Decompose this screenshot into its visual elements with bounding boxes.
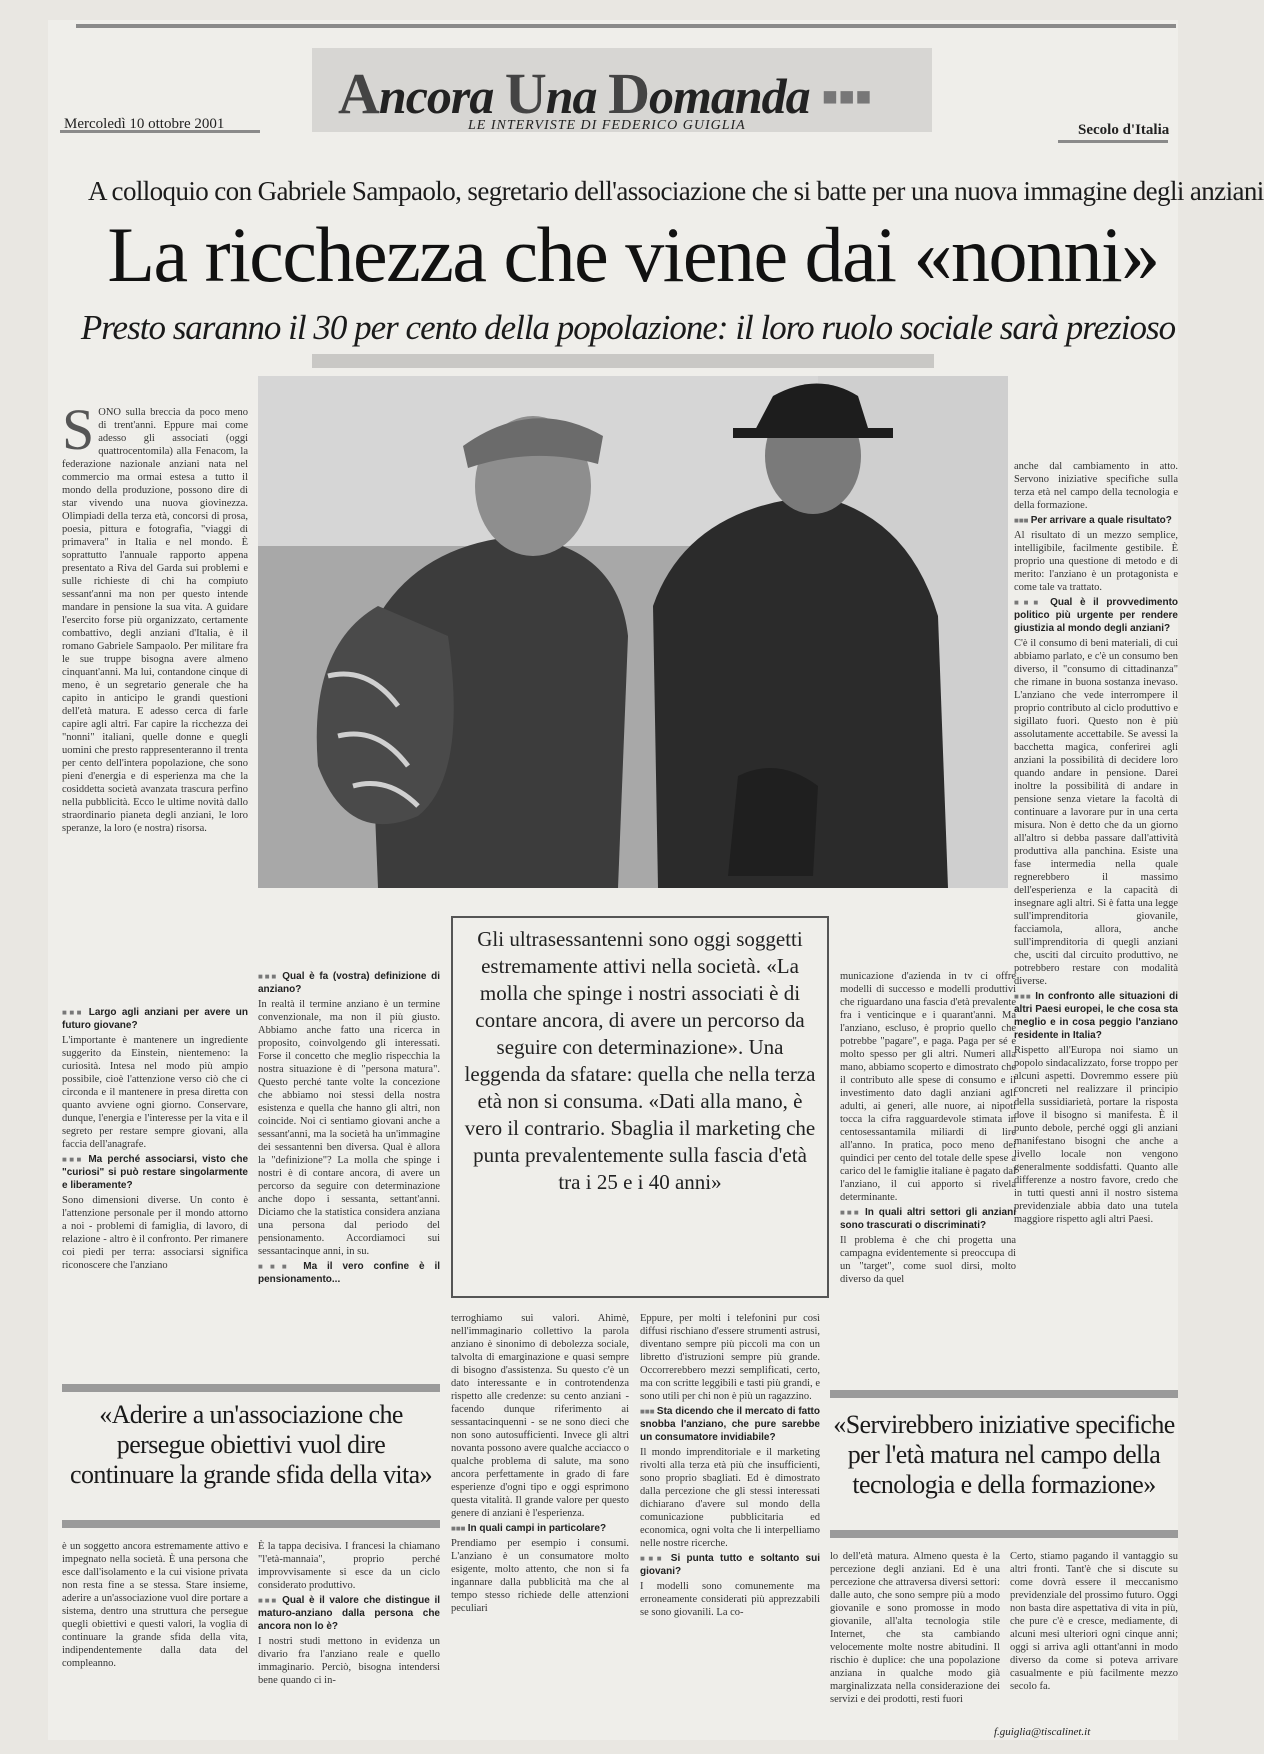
- answer-8: Il problema è che chi progetta una campagna evidentemente si preoccupa di un "target", come suol dirsi, molto diverso da quel: [840, 1235, 1016, 1285]
- question-11: ■■■ In confronto alle situazioni di altri Paesi europei, le che cosa sta meglio e in cosa peggio l'anziano residente in Italia?: [1014, 990, 1178, 1042]
- answer-1: L'importante è mantenere un ingrediente suggerito da Einstein, nientemeno: la curiosità. Intesa nel modo più ampio possibile, cioè l'attenzione verso ciò che ci circonda e il mantenere in presa diretta con quanto avviene ogni giorno. Conservare, dunque, l'energia e l'interesse per la vita e il segreto per restare sempre giovani, alla faccia dell'anagrafe.: [62, 1035, 248, 1150]
- answer-9: Al risultato di un mezzo semplice, intelligibile, facilmente gestibile. È proprio una questione di metodo e di merito: l'anziano è un protagonista e come tale va trattato.: [1014, 530, 1178, 593]
- column-word-1: ncora: [378, 68, 494, 124]
- column-initial-u: U: [504, 61, 546, 126]
- bottom-column-2: [258, 1540, 440, 1736]
- column-initial-a: A: [338, 61, 379, 126]
- question-3: ■■■ Qual è fa (vostra) definizione di anziano?: [258, 970, 440, 996]
- dropcap: S: [62, 397, 95, 462]
- column-dots: ▪▪▪: [809, 68, 872, 124]
- answer-5: Prendiamo per esempio i consumi. L'anziano è un consumatore molto esigente, molto attento, che non si fa ingannare dalla pubblicità ma che al tempo stesso richiede delle attenzioni peculiari: [451, 1538, 629, 1614]
- question-9: ■■■ Per arrivare a quale risultato?: [1014, 514, 1178, 527]
- column-e: [1014, 460, 1178, 1356]
- newspaper-name: Secolo d'Italia: [1078, 122, 1170, 138]
- bottom-text-1: è un soggetto ancora estremamente attivo e impegnato nella società. È una persona che esce dall'isolamento e la cui visione privata non resta fine a se stessa. Stare insieme, aderire a un'associazione vuol dire portare a sistema, dentro una struttura che persegue quegli obiettivi e questi valori, la voglia di continuare la grande sfida della vita, indipendentemente dalla data del compleanno.: [62, 1541, 248, 1669]
- column-c-text: terroghiamo sui valori. Ahimè, nell'immaginario collettivo la parola anziano è sinonimo di debolezza sociale, talvolta di emarginazione e quasi sempre di bisogno d'assistenza. Su questo c'è un dato interessante e in controtendenza rispetto alle credenze: su cento anziani - facendo dunque riferimento ai sessantacinquenni - se ne sono dieci che non sono autosufficienti. Invece gli altri novanta possono avere qualche acciacco o qualche problema di salute, ma sono ancora perfettamente in grado di fare esperienze d'ogni tipo e oggi esprimono questa vitalità. Il grande valore per questo genere di anziani è l'esperienza.: [451, 1313, 629, 1519]
- question-6: ■■■ Sta dicendo che il mercato di fatto snobba l'anziano, che pure sarebbe un consumatore invidiabile?: [640, 1405, 820, 1444]
- column-initial-d: D: [608, 61, 649, 126]
- answer-2: Sono dimensioni diverse. Un conto è l'attenzione personale per il mondo attorno a noi - problemi di famiglia, di lavoro, di relazione - altro è il confronto. Per rimanere coi piedi per terra: associarsi significa riconoscere che l'anziano: [62, 1195, 248, 1271]
- newspaper-page: [48, 20, 1264, 1740]
- bottom-column-1: [62, 1540, 248, 1736]
- quote-left: «Aderire a un'associazione che persegue obiettivi vuol dire continuare la grande sfida della vita»: [70, 1400, 432, 1489]
- question-5: ■■■ In quali campi in particolare?: [451, 1522, 629, 1535]
- answer-10: C'è il consumo di beni materiali, di cui abbiamo parlato, e c'è un consumo ben diverso, il "consumo di cittadinanza" che rimane in buona sostanza inevaso. L'anziano che vede interrompere il proprio contributo al ciclo produttivo e sigillato fuori. Questo non è più assolutamente accettabile. Se avessi la bacchetta magica, conferirei agli anziani la possibilità di decidere loro quando andare in pensione. Darei inoltre la possibilità di andare in pensione senza vietare la facoltà di continuare a lavorare pur in una certa misura. Non è detto che da un giorno all'altro si debba passare dall'attività produttiva alla panchina. Esiste una fase intermedia nella quale regnerebbero il massimo dell'esperienza e la capacità di insegnare agli altri. Si è fatta una legge sull'imprenditoria giovanile, facciamola, allora, anche sull'imprenditoria di quegli anziani che, usciti dal circuito produttivo, ne potrebbero restare con modalità diverse.: [1014, 638, 1178, 987]
- answer-11: Rispetto all'Europa noi siamo un popolo sindacalizzato, forse troppo per alcuni aspetti. Dovremmo essere più concreti nel realizzare il principio della sussidiarietà, portare la risposta dove il bisogno si manifesta. È il punto debole, perché oggi gli anziani manifestano bisogni che anche a livello locale non vengono generalmente soddisfatti. Quanto alle differenze a nostro favore, credo che in tutti questi anni il nostro sistema previdenziale abbia dato una tutela maggiore rispetto agli altri Paesi.: [1014, 1045, 1178, 1225]
- dateline: Mercoledì 10 ottobre 2001: [64, 116, 225, 132]
- quote-left-top-rule: [62, 1384, 440, 1392]
- answer-3: In realtà il termine anziano è un termine convenzionale, ma non il più giusto. Abbiamo anche fatto una ricerca in proposito, coinvolgendo gli interessati. Forse il concetto che meglio rispecchia la nostra situazione è di "persona matura". Questo perché tante volte la concezione che abbiamo noi stessi della nostra esistenza e quella che hanno gli altri, non coincide. Noi ci sentiamo giovani anche a sessant'anni, ma la società ha un'immagine dei sessantenni ben diversa. Qual è allora la "definizione"? La molla che spinge i nostri è di contare ancora, di avere un percorso da seguire con determinazione anche dopo i sessanta, settant'anni. Diciamo che la statistica considera anziana una persona dal periodo del pensionamento. Accordiamoci sui sessantacinque anni, in su.: [258, 999, 440, 1257]
- question-10: ■■■ Qual è il provvedimento politico più urgente per rendere giustizia al mondo degli anziani?: [1014, 596, 1178, 635]
- bottom-text-4: Certo, stiamo pagando il vantaggio su altri fronti. Tant'è che si discute su come dovrà essere il meccanismo previdenziale del prossimo futuro. Oggi non basta dire aspettativa di vita in più, che pure c'è e cresce, mediamente, di alcuni mesi ulteriori ogni cinque anni; oggi si arriva agli ottant'anni in modo diverso da come si poteva arrivare casualmente e più facilmente mezzo secolo fa.: [1010, 1551, 1178, 1692]
- column-b: [258, 970, 441, 1285]
- column-a-qa: [62, 1006, 249, 1271]
- answer-12: I nostri studi mettono in evidenza un divario fra l'anziano reale e quello immaginario. Perciò, bisogna intendersi bene quando ci in-: [258, 1636, 440, 1686]
- answer-6: Il mondo imprenditoriale e il marketing rivolti alla terza età più che insufficienti, sono proprio sbagliati. Ed è dimostrato dalla percezione che gli stessi interessati dichiarano d'avere sul mondo della comunicazione pubblicitaria ed economica, ogni volta che li interpelliamo nelle nostre ricerche.: [640, 1447, 820, 1549]
- photo-top-band: [312, 354, 934, 368]
- pullquote-text: Gli ultrasessantenni sono oggi soggetti estremamente attivi nella società. «La molla che spinge i nostri associati è di contare ancora, di avere un percorso da seguire con determinazione». Una leggenda da sfatare: quella che nella terza età non si consuma. «Dati alla mano, è vero il contrario. Sbaglia il marketing che punta prevalentemente sulla fascia d'età tra i 25 e i 40 anni»: [464, 927, 816, 1194]
- paper-rule: [1058, 140, 1168, 143]
- question-12: ■■■ Qual è il valore che distingue il maturo-anziano dalla persona che ancora non lo è?: [258, 1594, 440, 1633]
- question-8: ■■■ In quali altri settori gli anziani sono trascurati o discriminati?: [840, 1206, 1016, 1232]
- article-kicker: A colloquio con Gabriele Sampaolo, segretario dell'associazione che si batte per una nuova immagine degli anziani: [88, 176, 1264, 206]
- column-c-lower: [451, 1312, 629, 1730]
- intro-text: ONO sulla breccia da poco meno di trent'anni. Eppure mai come adesso gli associati (oggi quattrocentomila) alla Fenacom, la federazione nazionale anziani nata nel commercio ma ormai estesa a tutto il mondo della produzione, possono dire di star vivendo una nuova giovinezza. Olimpiadi della terza età, concorsi di prosa, poesia, pittura e fotografia, "viaggi di primavera" in Italia e nel mondo. È soprattutto l'annuale rapporto appena presentato a Riva del Garda sui problemi e sulle richieste di chi ha compiuto sessant'anni ma non per questo intende mandare in pensione la sua vita. A guidare l'esercito forse più organizzato, certamente combattivo, degli anziani d'Italia, è il romano Gabriele Sampaolo. Per militare fra le sue truppe bisogna avere almeno cinquant'anni. Ma lui, contandone cinque di meno, è un segretario generale che ha capito in anticipo le grandi questioni dell'età matura. E adesso cerca di farle capire agli altri. Far capire la ricchezza dei "nonni" italiani, quelle donne e quegli uomini che presto rappresenteranno il trenta per cento dell'intera popolazione, che sono pieni d'energia e di esperienza ma che la cosiddetta società avanzata trascura perfino nella pubblicità. Ecco le ultime novità dallo straordinario pianeta degli anziani, le loro speranze, la loro (e nostra) risorsa.: [62, 407, 248, 834]
- bottom-column-4: [1010, 1550, 1178, 1728]
- question-4: ■■■ Ma il vero confine è il pensionamento...: [258, 1260, 440, 1286]
- bottom-text-2: È la tappa decisiva. I francesi la chiamano "l'età-mannaia", proprio perché improvvisamente si esce da un ciclo considerato produttivo.: [258, 1541, 440, 1591]
- article-subhead: Presto saranno il 30 per cento della popolazione: il loro ruolo sociale sarà prezioso: [80, 308, 1176, 347]
- column-c2-lower: [640, 1312, 820, 1730]
- column-word-2: na: [545, 68, 597, 124]
- answer-7: I modelli sono comunemente ma erroneamente considerati più apprezzabili se sono giovanili. La co-: [640, 1581, 820, 1618]
- column-word-3: omanda: [648, 68, 810, 124]
- author-email: f.guiglia@tiscalinet.it: [994, 1726, 1091, 1738]
- quote-right: «Servirebbero iniziative specifiche per l'età matura nel campo della tecnologia e della formazione»: [833, 1410, 1175, 1499]
- top-rule: [76, 24, 1176, 28]
- quote-left-bottom-rule: [62, 1520, 440, 1528]
- article-headline: La ricchezza che viene dai «nonni»: [107, 211, 1159, 298]
- question-7: ■■■ Si punta tutto e soltanto sui giovani?: [640, 1552, 820, 1578]
- bottom-text-3: lo dell'età matura. Almeno questa è la percezione degli anziani. Ed è una percezione che attraversa diversi settori: dalle auto, che sono sempre più a modo giovanile e sono promosse in modo giovanile, all'alta tecnologia stile Internet, che sta cambiando velocemente molte nostre abitudini. Il rischio è duplice: che una popolazione anziana in qualche modo già marginalizzata nella considerazione dei servizi e dei prodotti, resti fuori: [830, 1551, 1000, 1705]
- column-c2-text: Eppure, per molti i telefonini pur così diffusi rischiano d'essere strumenti astrusi, diventano sempre più piccoli ma con un libretto d'istruzioni sempre più grande. Occorrerebbero mezzi semplificati, certo, ma con scritte leggibili e tasti più grandi, e sono utili per chi non è più un ragazzino.: [640, 1313, 820, 1402]
- article-photo: [258, 376, 1008, 888]
- bottom-column-3: [830, 1550, 1000, 1736]
- column-d-text: municazione d'azienda in tv ci offre modelli di successo e modelli produttivi che riguardano una fascia d'età prevalente fra i venticinque e i quarant'anni. Ma l'anziano, escluso, è proprio quello che potrebbe "pagare", e paga. Paga per sé e molto spesso per gli altri. Numeri alla mano, abbiamo scoperto e dimostrato che il contributo alle spese di consumo e il investimento dato dagli anziani agli adulti, ai generi, alle nuore, ai nipoti tocca la cifra ragguardevole stimata in centosessantamila miliardi di lire all'anno. In pratica, poco meno dei quindici per cento del totale delle spese a carico del le famiglie italiane è pagato dal l'anziano, il cui apporto si rivela determinante.: [840, 971, 1016, 1203]
- quote-right-bottom-rule: [830, 1530, 1178, 1538]
- column-title: [338, 60, 871, 127]
- question-2: ■■■ Ma perché associarsi, visto che "curiosi" si può restare singolarmente e liberamente?: [62, 1153, 248, 1192]
- question-1: ■■■ Largo agli anziani per avere un futuro giovane?: [62, 1006, 248, 1032]
- photo-illustration: [258, 376, 1008, 888]
- quote-right-top-rule: [830, 1390, 1178, 1398]
- column-e-text: anche dal cambiamento in atto. Servono iniziative specifiche sulla terza età nel campo della tecnologia e della formazione.: [1014, 461, 1178, 511]
- column-intro: [62, 397, 248, 976]
- column-subtitle: LE INTERVISTE DI FEDERICO GUIGLIA: [468, 118, 746, 133]
- column-d: [840, 970, 1016, 1362]
